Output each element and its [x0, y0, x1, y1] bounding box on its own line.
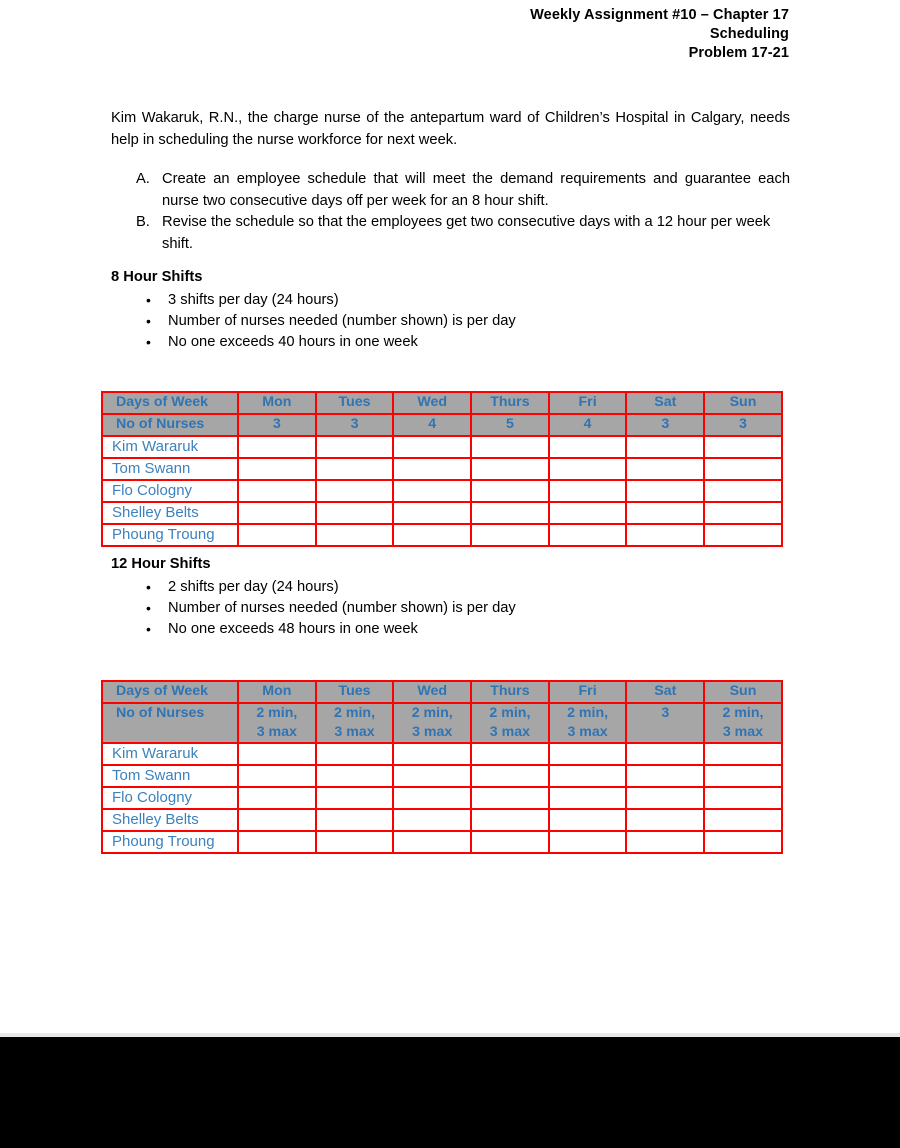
table-row [102, 458, 782, 480]
nurses-needed-line1: 2 min, [567, 705, 609, 721]
schedule-cell[interactable] [549, 831, 627, 853]
bullet-list-8hr [146, 290, 516, 352]
schedule-cell[interactable] [471, 524, 549, 546]
header-day-mon: Mon [238, 392, 316, 414]
nurses-needed-sat [626, 703, 704, 743]
table-row [102, 787, 782, 809]
nurses-needed-line2: 3 max [334, 724, 375, 740]
schedule-cell[interactable] [393, 787, 471, 809]
schedule-cell[interactable] [238, 502, 316, 524]
nurses-needed-fri [549, 703, 627, 743]
schedule-cell[interactable] [704, 436, 782, 458]
bullet-item [146, 311, 516, 332]
header-days-of-week: Days of Week [102, 392, 238, 414]
header-day-sat: Sat [626, 392, 704, 414]
schedule-cell[interactable] [238, 743, 316, 765]
schedule-cell[interactable] [238, 524, 316, 546]
bullet-dot-icon: • [146, 620, 151, 637]
nurses-needed-tues [316, 703, 394, 743]
schedule-cell[interactable] [704, 524, 782, 546]
schedule-cell[interactable] [316, 502, 394, 524]
nurses-needed-mon [238, 703, 316, 743]
nurse-name-cell: Tom Swann [102, 765, 238, 787]
bullet-item [146, 619, 516, 640]
bullet-dot-icon: • [146, 599, 151, 616]
bullet-text: 2 shifts per day (24 hours) [168, 579, 339, 595]
schedule-cell[interactable] [704, 480, 782, 502]
nurses-needed-wed: 4 [393, 414, 471, 436]
header-day-tues: Tues [316, 681, 394, 703]
task-item-b [136, 212, 790, 255]
table-header-row-days [102, 392, 782, 414]
header-day-fri: Fri [549, 681, 627, 703]
schedule-cell[interactable] [626, 436, 704, 458]
section-title-12hr: 12 Hour Shifts [111, 556, 211, 572]
table-row [102, 524, 782, 546]
task-marker-a: A. [136, 171, 150, 187]
schedule-cell[interactable] [704, 458, 782, 480]
nurses-needed-sun: 3 [704, 414, 782, 436]
schedule-cell[interactable] [626, 809, 704, 831]
schedule-cell[interactable] [549, 809, 627, 831]
nurse-name-cell: Shelley Belts [102, 809, 238, 831]
nurse-name-cell: Flo Cologny [102, 480, 238, 502]
bullet-item [146, 598, 516, 619]
schedule-cell[interactable] [626, 787, 704, 809]
nurse-name-cell: Flo Cologny [102, 787, 238, 809]
bullet-dot-icon: • [146, 333, 151, 350]
nurses-needed-thurs: 5 [471, 414, 549, 436]
schedule-cell[interactable] [704, 743, 782, 765]
nurses-needed-mon: 3 [238, 414, 316, 436]
schedule-cell[interactable] [238, 809, 316, 831]
schedule-cell[interactable] [393, 809, 471, 831]
header-day-fri: Fri [549, 392, 627, 414]
schedule-cell[interactable] [471, 743, 549, 765]
schedule-cell[interactable] [238, 831, 316, 853]
document-header [0, 6, 789, 63]
schedule-cell[interactable] [238, 765, 316, 787]
table-row [102, 480, 782, 502]
nurses-needed-line1: 2 min, [411, 705, 453, 721]
schedule-cell[interactable] [393, 831, 471, 853]
table-row [102, 436, 782, 458]
task-text-a: Create an employee schedule that will meet the demand requirements and guarantee each nurse two consecutive days off per week for an 8 hour shift. [162, 171, 790, 209]
header-days-of-week: Days of Week [102, 681, 238, 703]
header-day-thurs: Thurs [471, 681, 549, 703]
schedule-cell[interactable] [626, 524, 704, 546]
bullet-text: Number of nurses needed (number shown) is per day [168, 599, 516, 616]
schedule-cell[interactable] [316, 436, 394, 458]
nurses-needed-line1: 2 min, [489, 705, 531, 721]
header-day-sun: Sun [704, 681, 782, 703]
schedule-cell[interactable] [316, 787, 394, 809]
header-day-wed: Wed [393, 392, 471, 414]
schedule-cell[interactable] [316, 765, 394, 787]
table-row-nurses-needed [102, 703, 782, 743]
header-no-of-nurses: No of Nurses [102, 414, 238, 436]
schedule-cell[interactable] [626, 480, 704, 502]
bullet-list-12hr [146, 577, 516, 639]
schedule-cell[interactable] [393, 458, 471, 480]
table-row [102, 831, 782, 853]
nurse-name-cell: Kim Wararuk [102, 436, 238, 458]
schedule-cell[interactable] [393, 436, 471, 458]
schedule-cell[interactable] [316, 831, 394, 853]
bullet-item [146, 577, 516, 598]
task-marker-b: B. [136, 214, 150, 230]
nurses-needed-line1: 2 min, [334, 705, 376, 721]
schedule-cell[interactable] [626, 831, 704, 853]
schedule-cell[interactable] [626, 458, 704, 480]
schedule-cell[interactable] [316, 458, 394, 480]
schedule-cell[interactable] [704, 502, 782, 524]
table-header-row-days [102, 681, 782, 703]
section-title-8hr: 8 Hour Shifts [111, 269, 203, 285]
table-row [102, 809, 782, 831]
schedule-cell[interactable] [316, 743, 394, 765]
header-day-mon: Mon [238, 681, 316, 703]
bullet-text: Number of nurses needed (number shown) is per day [168, 312, 516, 329]
schedule-cell[interactable] [626, 743, 704, 765]
schedule-cell[interactable] [316, 809, 394, 831]
bottom-black-bar [0, 1037, 900, 1148]
header-line-topic: Scheduling [709, 26, 789, 42]
nurses-needed-fri: 4 [549, 414, 627, 436]
nurses-needed-line2: 3 max [412, 724, 453, 740]
schedule-cell[interactable] [471, 436, 549, 458]
bullet-text: No one exceeds 40 hours in one week [168, 333, 418, 350]
nurse-name-cell: Phoung Troung [102, 831, 238, 853]
schedule-cell[interactable] [549, 524, 627, 546]
schedule-cell[interactable] [704, 765, 782, 787]
schedule-cell[interactable] [626, 765, 704, 787]
header-line-assignment: Weekly Assignment #10 – Chapter 17 [530, 7, 789, 23]
nurses-needed-sun [704, 703, 782, 743]
schedule-cell[interactable] [471, 480, 549, 502]
intro-paragraph: Kim Wakaruk, R.N., the charge nurse of the antepartum ward of Children’s Hospital in Calgary, needs help in scheduling the nurse workforce for next week. [111, 110, 790, 148]
schedule-table-8hr [101, 391, 783, 547]
nurse-name-cell: Shelley Belts [102, 502, 238, 524]
nurses-needed-line1: 2 min, [722, 705, 764, 721]
bullet-item [146, 332, 516, 353]
table-row [102, 502, 782, 524]
nurses-needed-line1: 2 min, [256, 705, 298, 721]
schedule-cell[interactable] [549, 436, 627, 458]
task-list [136, 169, 790, 255]
nurse-name-cell: Phoung Troung [102, 524, 238, 546]
nurse-name-cell: Kim Wararuk [102, 743, 238, 765]
header-day-wed: Wed [393, 681, 471, 703]
schedule-cell[interactable] [471, 765, 549, 787]
schedule-table-12hr [101, 680, 783, 854]
nurses-needed-wed [393, 703, 471, 743]
header-line-problem: Problem 17-21 [688, 45, 789, 61]
table-row-nurses-needed [102, 414, 782, 436]
nurses-needed-line2: 3 max [722, 724, 764, 740]
schedule-cell[interactable] [549, 743, 627, 765]
schedule-cell[interactable] [316, 480, 394, 502]
schedule-cell[interactable] [549, 787, 627, 809]
schedule-cell[interactable] [471, 502, 549, 524]
table-row [102, 765, 782, 787]
bullet-item [146, 290, 516, 311]
nurses-needed-line2: 3 max [489, 724, 531, 740]
schedule-cell[interactable] [471, 831, 549, 853]
header-day-tues: Tues [316, 392, 394, 414]
bullet-text: 3 shifts per day (24 hours) [168, 292, 339, 308]
bullet-dot-icon: • [146, 312, 151, 329]
nurses-needed-tues: 3 [316, 414, 394, 436]
header-day-thurs: Thurs [471, 392, 549, 414]
schedule-cell[interactable] [238, 458, 316, 480]
schedule-cell[interactable] [626, 502, 704, 524]
schedule-cell[interactable] [471, 809, 549, 831]
task-text-b: Revise the schedule so that the employees get two consecutive days with a 12 hour per week shift. [162, 214, 771, 252]
bullet-text: No one exceeds 48 hours in one week [168, 620, 418, 637]
schedule-cell[interactable] [471, 787, 549, 809]
schedule-cell[interactable] [704, 809, 782, 831]
schedule-cell[interactable] [316, 524, 394, 546]
nurses-needed-line2: 3 max [567, 724, 608, 740]
table-row [102, 743, 782, 765]
bullet-dot-icon: • [146, 292, 151, 308]
header-day-sun: Sun [704, 392, 782, 414]
schedule-cell[interactable] [549, 480, 627, 502]
schedule-cell[interactable] [704, 787, 782, 809]
schedule-cell[interactable] [238, 480, 316, 502]
bullet-dot-icon: • [146, 579, 151, 595]
schedule-cell[interactable] [704, 831, 782, 853]
schedule-cell[interactable] [393, 524, 471, 546]
schedule-cell[interactable] [393, 765, 471, 787]
schedule-cell[interactable] [393, 743, 471, 765]
schedule-cell[interactable] [393, 502, 471, 524]
nurses-needed-line1: 3 [661, 705, 670, 721]
schedule-cell[interactable] [238, 787, 316, 809]
nurses-needed-sat: 3 [626, 414, 704, 436]
schedule-cell[interactable] [471, 458, 549, 480]
schedule-cell[interactable] [238, 436, 316, 458]
nurse-name-cell: Tom Swann [102, 458, 238, 480]
schedule-cell[interactable] [549, 502, 627, 524]
task-item-a [136, 169, 790, 212]
nurses-needed-thurs [471, 703, 549, 743]
header-day-sat: Sat [626, 681, 704, 703]
schedule-cell[interactable] [549, 458, 627, 480]
schedule-cell[interactable] [549, 765, 627, 787]
schedule-cell[interactable] [393, 480, 471, 502]
nurses-needed-line2: 3 max [256, 724, 297, 740]
header-no-of-nurses: No of Nurses [102, 703, 238, 743]
